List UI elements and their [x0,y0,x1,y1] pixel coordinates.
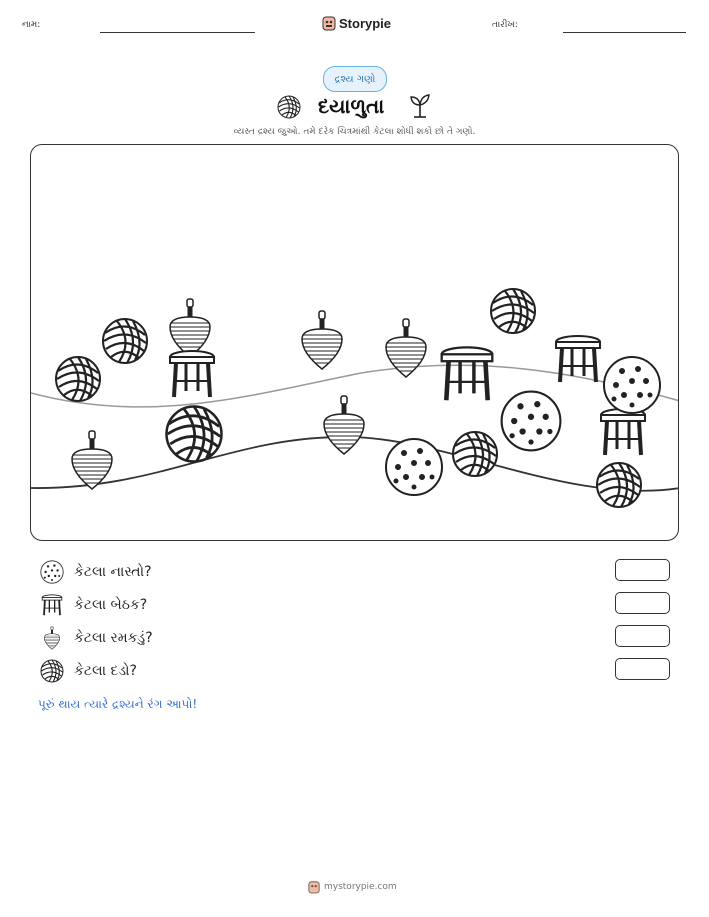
yarn-ball-icon [276,94,302,120]
question-text: કેટલા બેઠક? [74,597,148,613]
question-text: કેટલા દડો? [74,663,137,679]
answer-box[interactable] [615,658,670,680]
sprout-icon [408,93,432,119]
question-row [40,658,670,684]
footer-url[interactable]: mystorypie.com [324,882,397,892]
date-line[interactable] [563,32,686,33]
cookie-icon [40,560,64,584]
answer-box[interactable] [615,559,670,581]
name-line[interactable] [100,32,255,33]
page-title: દયાળુતા [318,94,385,118]
question-row [40,625,670,651]
spinning-top [324,396,364,454]
spinning-top-icon [40,626,64,650]
answer-box[interactable] [615,592,670,614]
question-text: કેટલા નાસ્તો? [74,564,152,580]
date-label: તારીખ: [492,20,518,30]
stool [601,409,645,455]
stool [442,347,493,400]
spinning-top [72,431,112,489]
yarn-ball [453,432,497,476]
spinning-top [302,311,342,369]
yarn-ball [56,357,100,401]
spinning-top [170,299,210,357]
cookie [604,357,660,413]
brand-logo [322,14,392,32]
stool-icon [40,593,64,617]
coloring-note: પૂરું થાય ત્યારે દ્રશ્યને રંગ આપો! [38,697,198,711]
hill-line-back [31,365,679,407]
name-label: નામ: [22,20,41,30]
answer-box[interactable] [615,625,670,647]
stool [556,336,600,382]
yarn-ball [167,407,222,462]
cookie [502,392,561,451]
counting-scene [30,144,679,541]
stool [170,351,214,397]
question-text: કેટલા રમકડું? [74,630,153,646]
yarn-ball-icon [40,659,64,683]
brand-name: Storypie [339,15,392,31]
yarn-ball [597,463,641,507]
scene-drawing [31,145,679,541]
storypie-mascot-icon [322,15,336,31]
storypie-mascot-icon [308,880,320,894]
activity-badge: દ્રશ્ય ગણો [323,66,387,92]
question-row [40,592,670,618]
question-row [40,559,670,585]
instructions: વ્યસ્ત દ્રશ્ય જુઓ. તમે દરેક ચિત્રમાંથી કેટલા શોધી શકો છો તે ગણો. [233,127,476,137]
yarn-ball [491,289,535,333]
cookie [386,439,442,495]
hill-line-front [31,437,679,491]
footer [308,880,397,894]
yarn-ball [103,319,147,363]
